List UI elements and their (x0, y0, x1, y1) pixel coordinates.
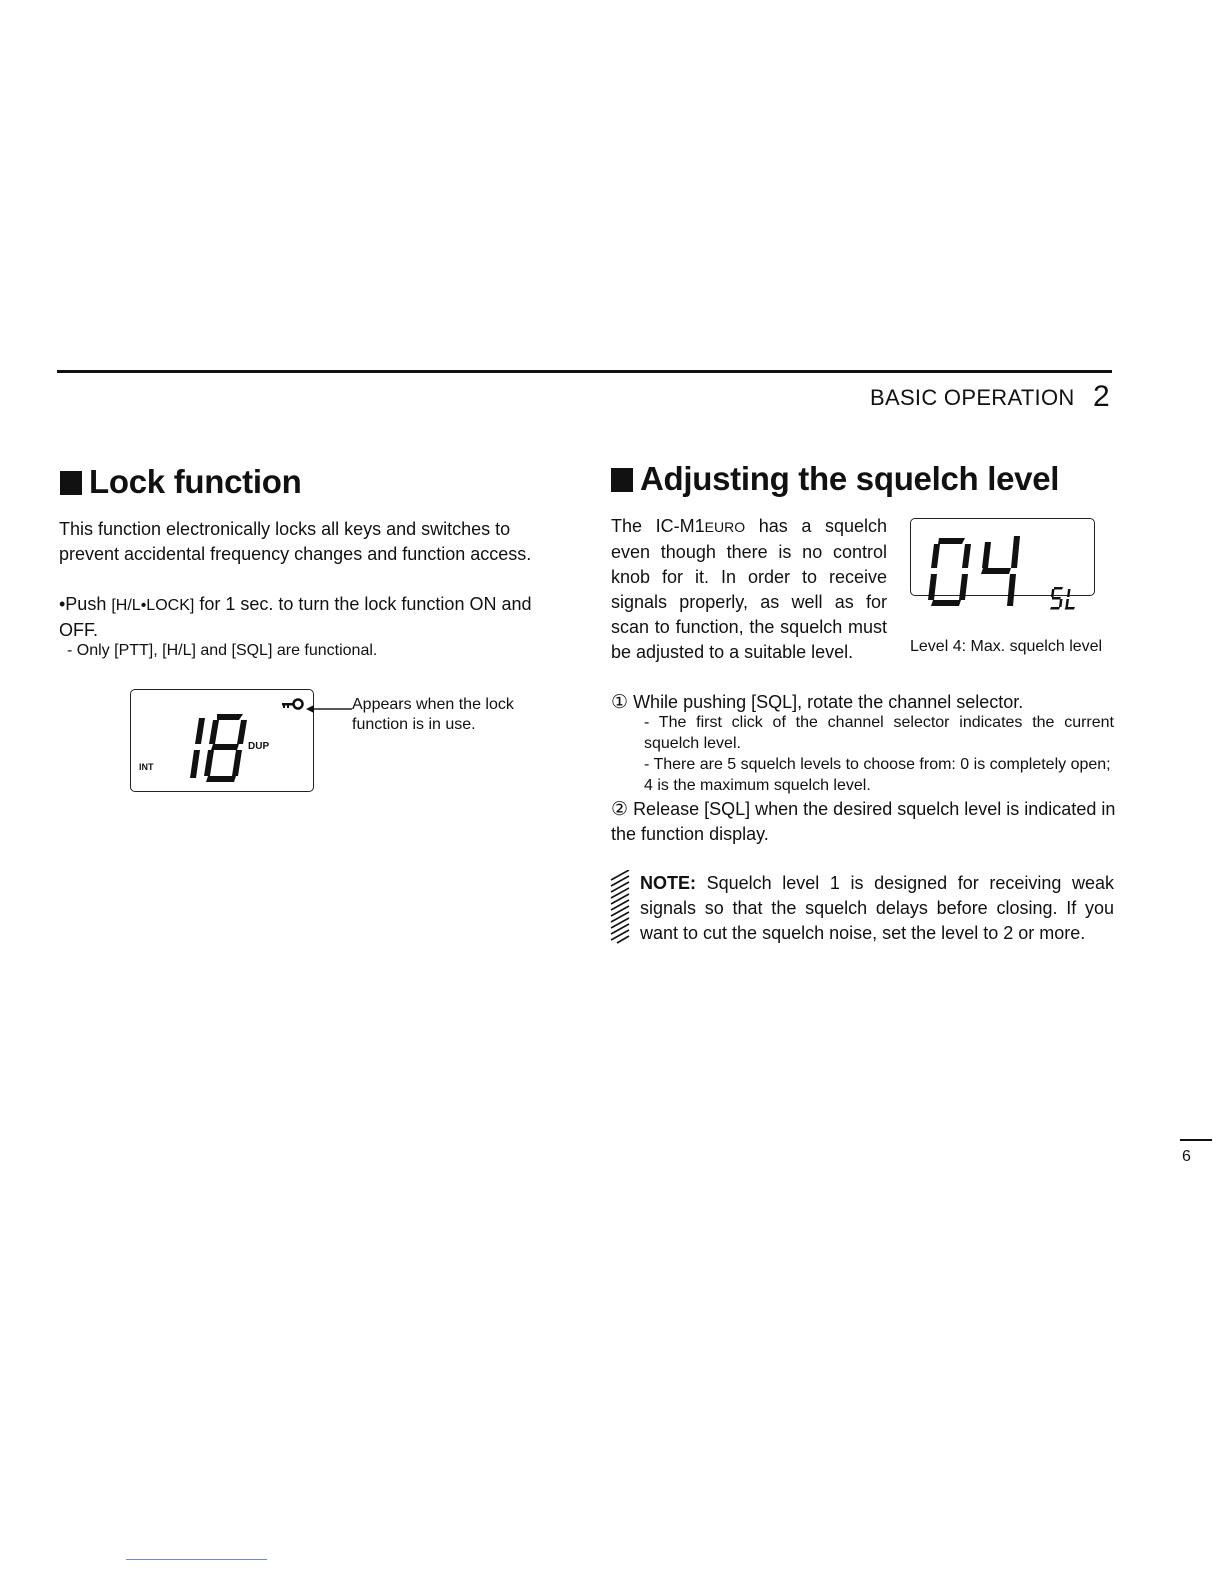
note-body: Squelch level 1 is designed for receiving weak signals so that the squelch delays before closing. If you want to cut the squelch noise, set the level to 2 or more. (640, 873, 1114, 943)
squelch-paragraph (611, 514, 887, 665)
seven-segment-18-icon (183, 710, 249, 786)
section-title: BASIC OPERATION (870, 385, 1075, 410)
bottom-line (126, 1559, 267, 1560)
squelch-heading (611, 460, 1059, 498)
step-1-note-1: - The first click of the channel selector indicates the current squelch level. (644, 714, 1114, 752)
squelch-note (640, 871, 1114, 946)
squelch-lcd-caption: Level 4: Max. squelch level (910, 638, 1103, 655)
page-number: 6 (1182, 1148, 1191, 1165)
step-1-marker: ① (611, 692, 629, 713)
section-number: 2 (1093, 380, 1110, 413)
squelch-paragraph-rest: has a squelch even though there is no control knob for it. In order to receive signals properly, as well as for scan to function, the squelch must be adjusted to a suitable level. (611, 516, 887, 662)
lock-heading-text: Lock function (89, 463, 302, 500)
step-2-text: Release [SQL] when the desired squelch level is indicated in the function display. (611, 799, 1116, 844)
step-2 (611, 797, 1116, 847)
heading-bullet-icon (611, 468, 633, 492)
step-1-text: While pushing [SQL], rotate the channel selector. (633, 692, 1024, 712)
step-2-marker: ② (611, 799, 629, 820)
lock-lcd-digits (183, 710, 249, 791)
sl-segment-icon (1050, 585, 1076, 611)
heading-bullet-icon (60, 471, 82, 495)
lcd-dup-label: DUP (248, 741, 270, 752)
lock-paragraph: This function electronically locks all keys and switches to prevent accidental frequency changes and function access. (59, 519, 532, 564)
top-rule (57, 370, 1112, 373)
model-euro: EURO (704, 519, 746, 535)
lcd-int-label: INT (139, 762, 154, 772)
lock-push-instruction (59, 592, 564, 643)
note-hatch-icon (609, 870, 633, 949)
push-rest: for 1 sec. to turn the lock function ON and OFF. (59, 594, 532, 640)
lock-heading (60, 463, 301, 501)
step-1-note-2: - There are 5 squelch levels to choose from: 0 is completely open; 4 is the maximum squelch level. (644, 756, 1111, 794)
lock-note: - Only [PTT], [H/L] and [SQL] are functional. (67, 642, 378, 659)
squelch-heading-text: Adjusting the squelch level (640, 460, 1060, 497)
note-label: NOTE: (640, 873, 696, 893)
model-prefix: The IC-M1 (611, 516, 705, 536)
key-icon (281, 697, 305, 716)
squelch-sl-label (1050, 585, 1076, 616)
push-prefix: •Push (59, 594, 112, 614)
callout-arrow-icon (306, 701, 352, 719)
seven-segment-04-icon (925, 530, 1025, 610)
push-key: [H/L•LOCK] (111, 597, 195, 614)
squelch-lcd-digits (925, 530, 1025, 615)
lock-callout-text: Appears when the lock function is in use. (352, 696, 514, 733)
page-number-rule (1180, 1139, 1212, 1141)
